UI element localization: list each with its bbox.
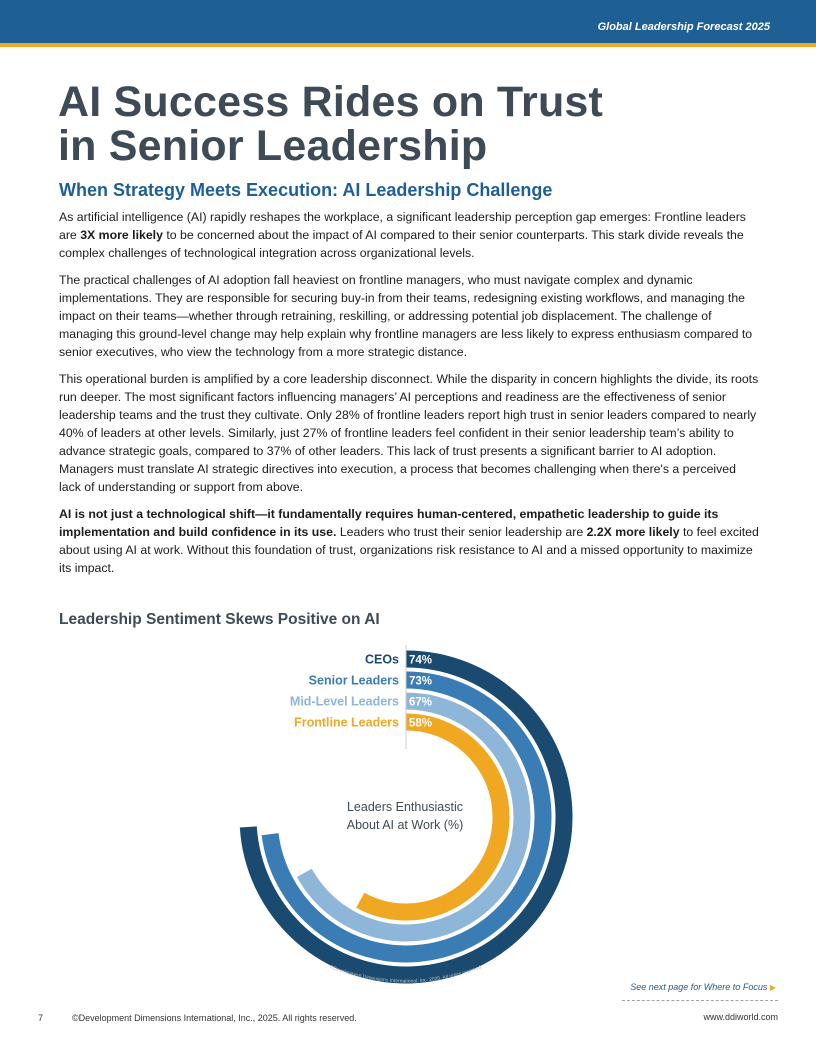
paragraph-4-text-b: to feel excited about using AI at work. Without this foundation of trust, organizations risk resistance to AI and a missed opportunity to maximize its impact. <box>59 525 759 576</box>
ring-bar-mid-level-leaders <box>304 701 522 933</box>
play-arrow-icon: ▶ <box>769 983 776 992</box>
data-label-senior-leaders: 73% <box>409 675 433 688</box>
page-title-line-2: in Senior Leadership <box>58 122 488 170</box>
series-label-frontline-leaders: Frontline Leaders <box>294 715 399 730</box>
report-title: Global Leadership Forecast 2025 <box>597 21 770 33</box>
body-text <box>59 208 759 586</box>
section-subtitle: When Strategy Meets Execution: AI Leadership Challenge <box>59 180 553 200</box>
paragraph-4-lead: AI is not just a technological shift—it fundamentally requires human-centered, empathetic leadership to guide its implementation and build confidence in its use. <box>59 506 719 539</box>
paragraph-4-highlight: 2.2X more likely <box>586 525 680 539</box>
center-label-line-1: Leaders Enthusiastic <box>346 800 464 814</box>
paragraph-1-text-a: As artificial intelligence (AI) rapidly reshapes the workplace, a significant leadership perception gap emerges: Frontline leaders are <box>59 210 746 243</box>
center-label-line-2: About AI at Work (%) <box>346 818 464 832</box>
page-number: 7 <box>38 1013 44 1023</box>
paragraph-2: The practical challenges of AI adoption fall heaviest on frontline managers, who must navigate complex and dynamic implementations. They are responsible for securing buy-in from their teams, redesigning existing workflows, and managing the impact on their teams—whether through retraining, reskilling, or addressing potential job displacement. The challenge of managing this ground-level change may help explain why frontline managers are less likely to express enthusiasm compared to senior executives, who view the technology from a more strategic distance. <box>59 272 753 360</box>
data-label-mid-level-leaders: 67% <box>409 696 433 709</box>
paragraph-1-text-b: to be concerned about the impact of AI compared to their senior counterparts. This stark divide reveals the complex challenges of technological integration across organizational levels. <box>59 228 744 261</box>
footer-copyright: ©Development Dimensions International, Inc., 2025. All rights reserved. <box>72 1013 357 1023</box>
see-next-page-link[interactable] <box>630 982 776 992</box>
chart-title: Leadership Sentiment Skews Positive on AI <box>59 611 380 628</box>
paragraph-4-text-a: Leaders who trust their senior leadership are <box>336 525 587 539</box>
ring-bar-frontline-leaders <box>360 722 501 912</box>
header-accent-rule <box>0 43 816 47</box>
footer-website[interactable]: www.ddiworld.com <box>703 1012 778 1022</box>
paragraph-1-highlight: 3X more likely <box>80 228 163 243</box>
page-title-line-1: AI Success Rides on Trust <box>58 78 604 126</box>
page-title <box>58 80 603 168</box>
paragraph-3: This operational burden is amplified by a core leadership disconnect. While the disparity in concern highlights the divide, its roots run deeper. The most significant factors influencing managers’ AI perceptions and readiness are the effectiveness of senior leadership teams and the trust they cultivate. Only 28% of frontline leaders report high trust in senior leaders compared to nearly 40% of leaders at other levels. Similarly, just 27% of frontline leaders feel confident in their senior leadership team’s ability to advance strategic goals, compared to 37% of other leaders. This lack of trust presents a significant barrier to AI adoption. Managers must translate AI strategic directives into execution, a process that becomes challenging when there's a perceived lack of understanding or support from above. <box>59 371 759 495</box>
chart-watermark: ©Development Dimensions International, Inc. 2025. All rights reserved. <box>328 964 484 985</box>
series-label-senior-leaders: Senior Leaders <box>308 673 399 688</box>
data-label-frontline-leaders: 58% <box>409 717 433 730</box>
footer-dashed-divider <box>622 1000 778 1001</box>
paragraph-4 <box>59 505 759 577</box>
series-label-mid-level-leaders: Mid-Level Leaders <box>289 694 399 709</box>
data-label-ceos: 74% <box>409 654 433 667</box>
radial-bar-chart <box>236 645 581 990</box>
series-label-ceos: CEOs <box>364 652 399 667</box>
paragraph-1 <box>59 208 759 262</box>
see-next-text: See next page for Where to Focus <box>630 982 768 992</box>
